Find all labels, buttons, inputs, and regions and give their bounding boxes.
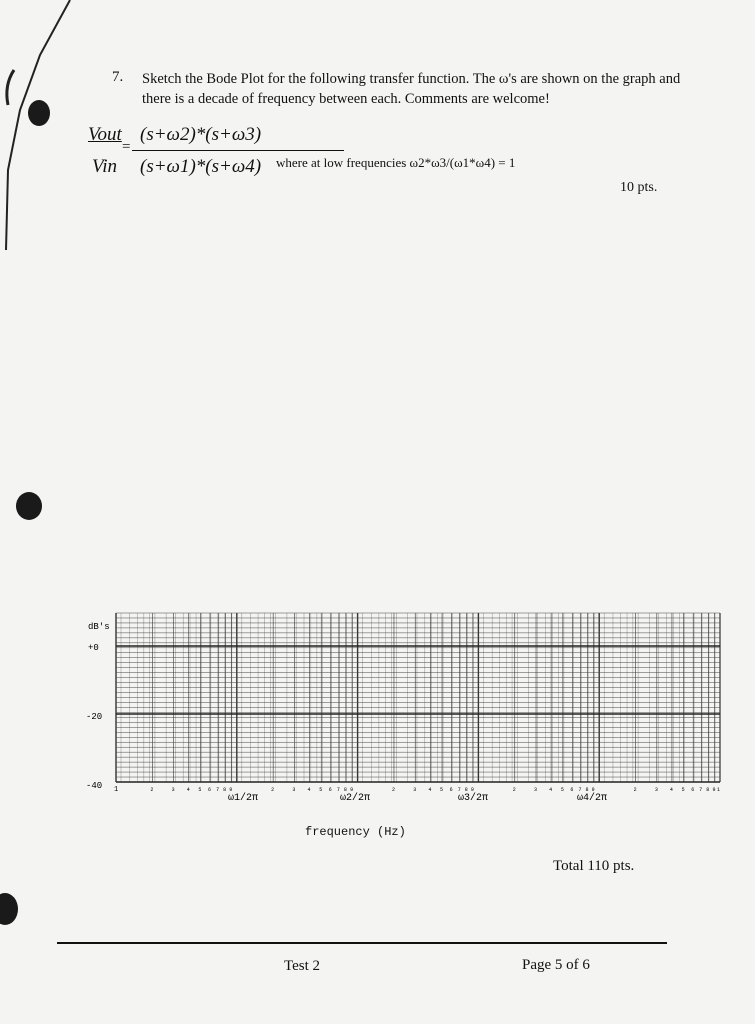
- x-minor-tick-label: 5: [560, 787, 564, 793]
- x-minor-tick-label: 6: [328, 787, 332, 793]
- x-minor-tick-label: 2: [633, 787, 637, 793]
- low-frequency-condition: where at low frequencies ω2*ω3/(ω1*ω4) = 1: [276, 155, 516, 170]
- x-minor-tick-label: 7: [216, 787, 220, 793]
- x-marker-w3: ω3/2π: [458, 793, 489, 804]
- x-minor-tick-label: 5: [198, 787, 202, 793]
- question-number: 7.: [112, 69, 124, 85]
- tf-denominator-label: Vin: [92, 156, 117, 177]
- tf-equals: =: [122, 139, 131, 155]
- x-minor-tick-label: 4: [669, 787, 673, 793]
- x-minor-tick-label: 8: [223, 787, 227, 793]
- x-minor-tick-label: 3: [413, 787, 417, 793]
- x-minor-tick-label: 2: [391, 787, 395, 793]
- tf-denominator-expr: (s+ω1)*(s+ω4): [140, 156, 262, 177]
- question-text: Sketch the Bode Plot for the following transfer function. The ω's are shown on the graph and there is a decade of frequency between each. Comments are welcome!: [142, 71, 681, 107]
- x-minor-tick-label: 6: [570, 787, 574, 793]
- x-minor-tick-label: 7: [336, 787, 340, 793]
- x-minor-tick-label: 1: [114, 786, 119, 794]
- x-minor-tick-label: 3: [534, 787, 538, 793]
- x-minor-tick-label: 2: [150, 787, 154, 793]
- x-minor-tick-label: 8: [706, 787, 710, 793]
- x-minor-tick-label: 5: [319, 787, 323, 793]
- x-minor-tick-label: 8: [343, 787, 347, 793]
- tf-numerator-expr: (s+ω2)*(s+ω3): [140, 124, 262, 145]
- x-minor-tick-label: 9: [712, 787, 716, 793]
- x-minor-tick-label: 4: [186, 787, 190, 793]
- y-unit-label: dB's: [88, 622, 110, 632]
- footer-test-name: Test 2: [284, 958, 321, 974]
- x-minor-tick-label: 7: [699, 787, 703, 793]
- x-minor-tick-label: 8: [585, 787, 589, 793]
- tf-numerator-label: Vout: [88, 124, 122, 145]
- x-minor-tick-label: 3: [292, 787, 296, 793]
- footer-page-number: Page 5 of 6: [522, 957, 590, 973]
- x-minor-tick-label: 5: [440, 787, 444, 793]
- x-minor-tick-label: 3: [654, 787, 658, 793]
- x-minor-tick-label: 4: [307, 787, 311, 793]
- y-tick-minus40: -40: [86, 781, 103, 791]
- x-marker-w2: ω2/2π: [340, 793, 371, 804]
- x-minor-tick-label: 9: [350, 787, 354, 793]
- x-minor-tick-label: 8: [464, 787, 468, 793]
- footer-rule: [57, 942, 667, 944]
- y-tick-minus20: -20: [86, 712, 103, 722]
- x-minor-tick-label: 5: [681, 787, 685, 793]
- y-tick-0: +0: [88, 643, 99, 653]
- x-minor-tick-label: 6: [208, 787, 212, 793]
- x-marker-w1: ω1/2π: [228, 793, 259, 804]
- x-minor-tick-label: 9: [591, 787, 595, 793]
- x-minor-tick-label: 6: [691, 787, 695, 793]
- x-minor-tick-label: 7: [578, 787, 582, 793]
- x-minor-tick-label: 7: [457, 787, 461, 793]
- x-minor-tick-label: 2: [512, 787, 516, 793]
- x-minor-tick-label: 9: [470, 787, 474, 793]
- x-minor-tick-label: 9: [229, 787, 233, 793]
- x-minor-tick-label: 2: [271, 787, 275, 793]
- x-axis-label: frequency (Hz): [305, 825, 406, 839]
- x-minor-tick-label: 1: [717, 787, 721, 793]
- x-minor-tick-label: 3: [171, 787, 175, 793]
- total-points: Total 110 pts.: [553, 858, 635, 874]
- x-minor-tick-label: 4: [549, 787, 553, 793]
- x-minor-tick-label: 4: [428, 787, 432, 793]
- question-points: 10 pts.: [620, 180, 658, 195]
- x-minor-tick-label: 6: [449, 787, 453, 793]
- x-marker-w4: ω4/2π: [577, 793, 608, 804]
